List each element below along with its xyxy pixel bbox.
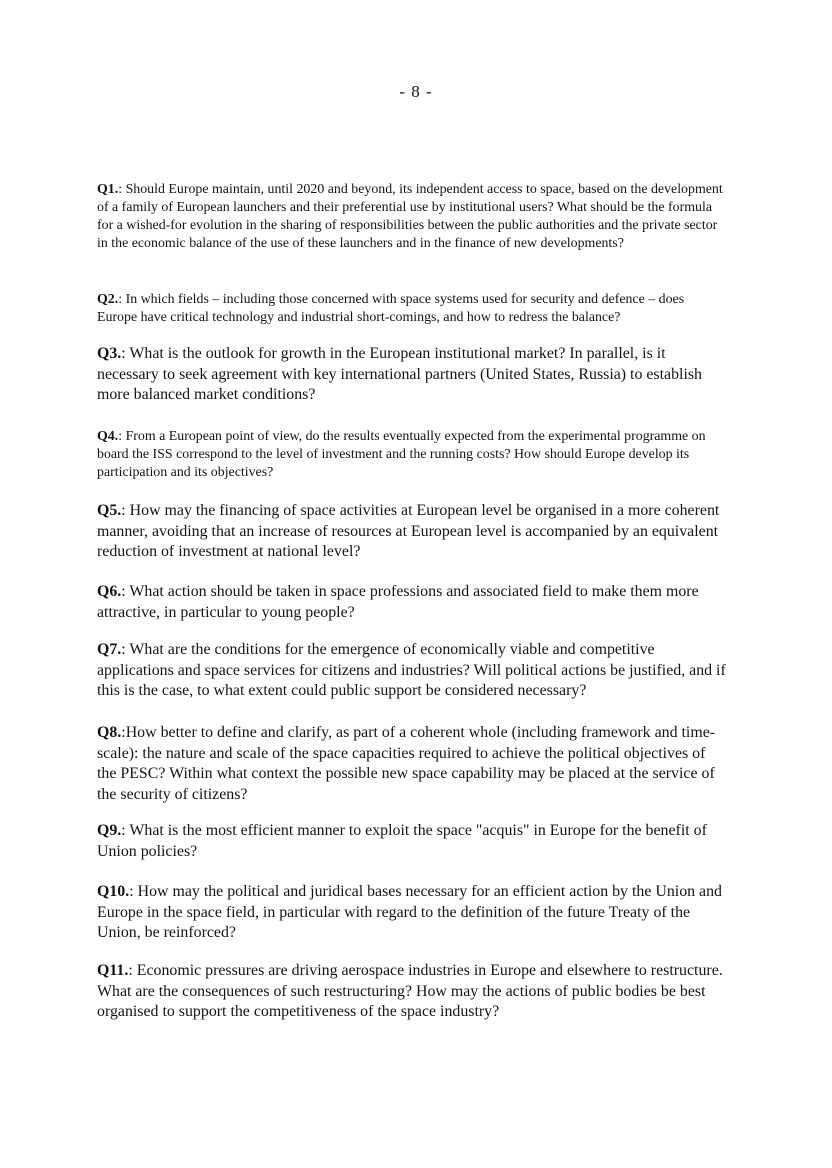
question-label: Q1. [97,182,119,197]
question-text: : How may the financing of space activities at European level be organised in a more coherent manner, avoiding that an increase of resources at European level is accompanied by an equivalent reduction of investment at national level? [97,502,720,560]
question-q3 [97,344,727,406]
question-text: : What are the conditions for the emergence of economically viable and competitive applications and space services for citizens and industries? Will political actions be justified, and if this is the case, to what extent could public support be considered necessary? [97,641,726,699]
question-label: Q2. [97,292,119,307]
question-text: : What is the outlook for growth in the European institutional market? In parallel, is it necessary to seek agreement with key international partners (United States, Russia) to establish more balanced market conditions? [97,345,702,403]
question-text: : From a European point of view, do the results eventually expected from the experimental programme on board the ISS correspond to the level of investment and the running costs? How should Europe develop its participation and its objectives? [97,429,706,480]
question-text: : Economic pressures are driving aerospace industries in Europe and elsewhere to restructure. What are the consequences of such restructuring? How may the actions of public bodies be best organised to support the competitiveness of the space industry? [97,962,723,1020]
question-q2 [97,291,727,327]
question-text: : Should Europe maintain, until 2020 and beyond, its independent access to space, based on the development of a family of European launchers and their preferential use by institutional users? What should be the formula for a wished-for evolution in the sharing of responsibilities between the public authorities and the private sector in the economic balance of the use of these launchers and in the finance of new developments? [97,182,723,251]
page-number: - 8 - [399,82,433,101]
question-q9 [97,821,727,862]
question-q8 [97,723,727,805]
question-label: Q9. [97,822,122,839]
question-text: :How better to define and clarify, as part of a coherent whole (including framework and time-scale): the nature and scale of the space capacities required to achieve the political objectives of the PESC? Within what context the possible new space capability may be placed at the service of the security of citizens? [97,724,716,803]
question-label: Q8. [97,724,122,741]
question-q7 [97,640,727,702]
question-label: Q3. [97,345,122,362]
question-label: Q7. [97,641,122,658]
question-label: Q11. [97,962,129,979]
question-text: : What is the most efficient manner to exploit the space "acquis" in Europe for the benefit of Union policies? [97,822,707,860]
question-q4 [97,428,727,482]
question-label: Q5. [97,502,122,519]
question-q11 [97,961,727,1023]
question-text: : How may the political and juridical bases necessary for an efficient action by the Union and Europe in the space field, in particular with regard to the definition of the future Treaty of the Union, be reinforced? [97,883,722,941]
question-q10 [97,882,727,944]
question-label: Q6. [97,583,122,600]
question-text: : In which fields – including those concerned with space systems used for security and defence – does Europe have critical technology and industrial short-comings, and how to redress the balance? [97,292,685,325]
question-q6 [97,582,727,623]
question-q5 [97,501,727,563]
question-label: Q10. [97,883,130,900]
question-q1 [97,181,727,253]
question-text: : What action should be taken in space professions and associated field to make them more attractive, in particular to young people? [97,583,699,621]
question-label: Q4. [97,429,119,444]
